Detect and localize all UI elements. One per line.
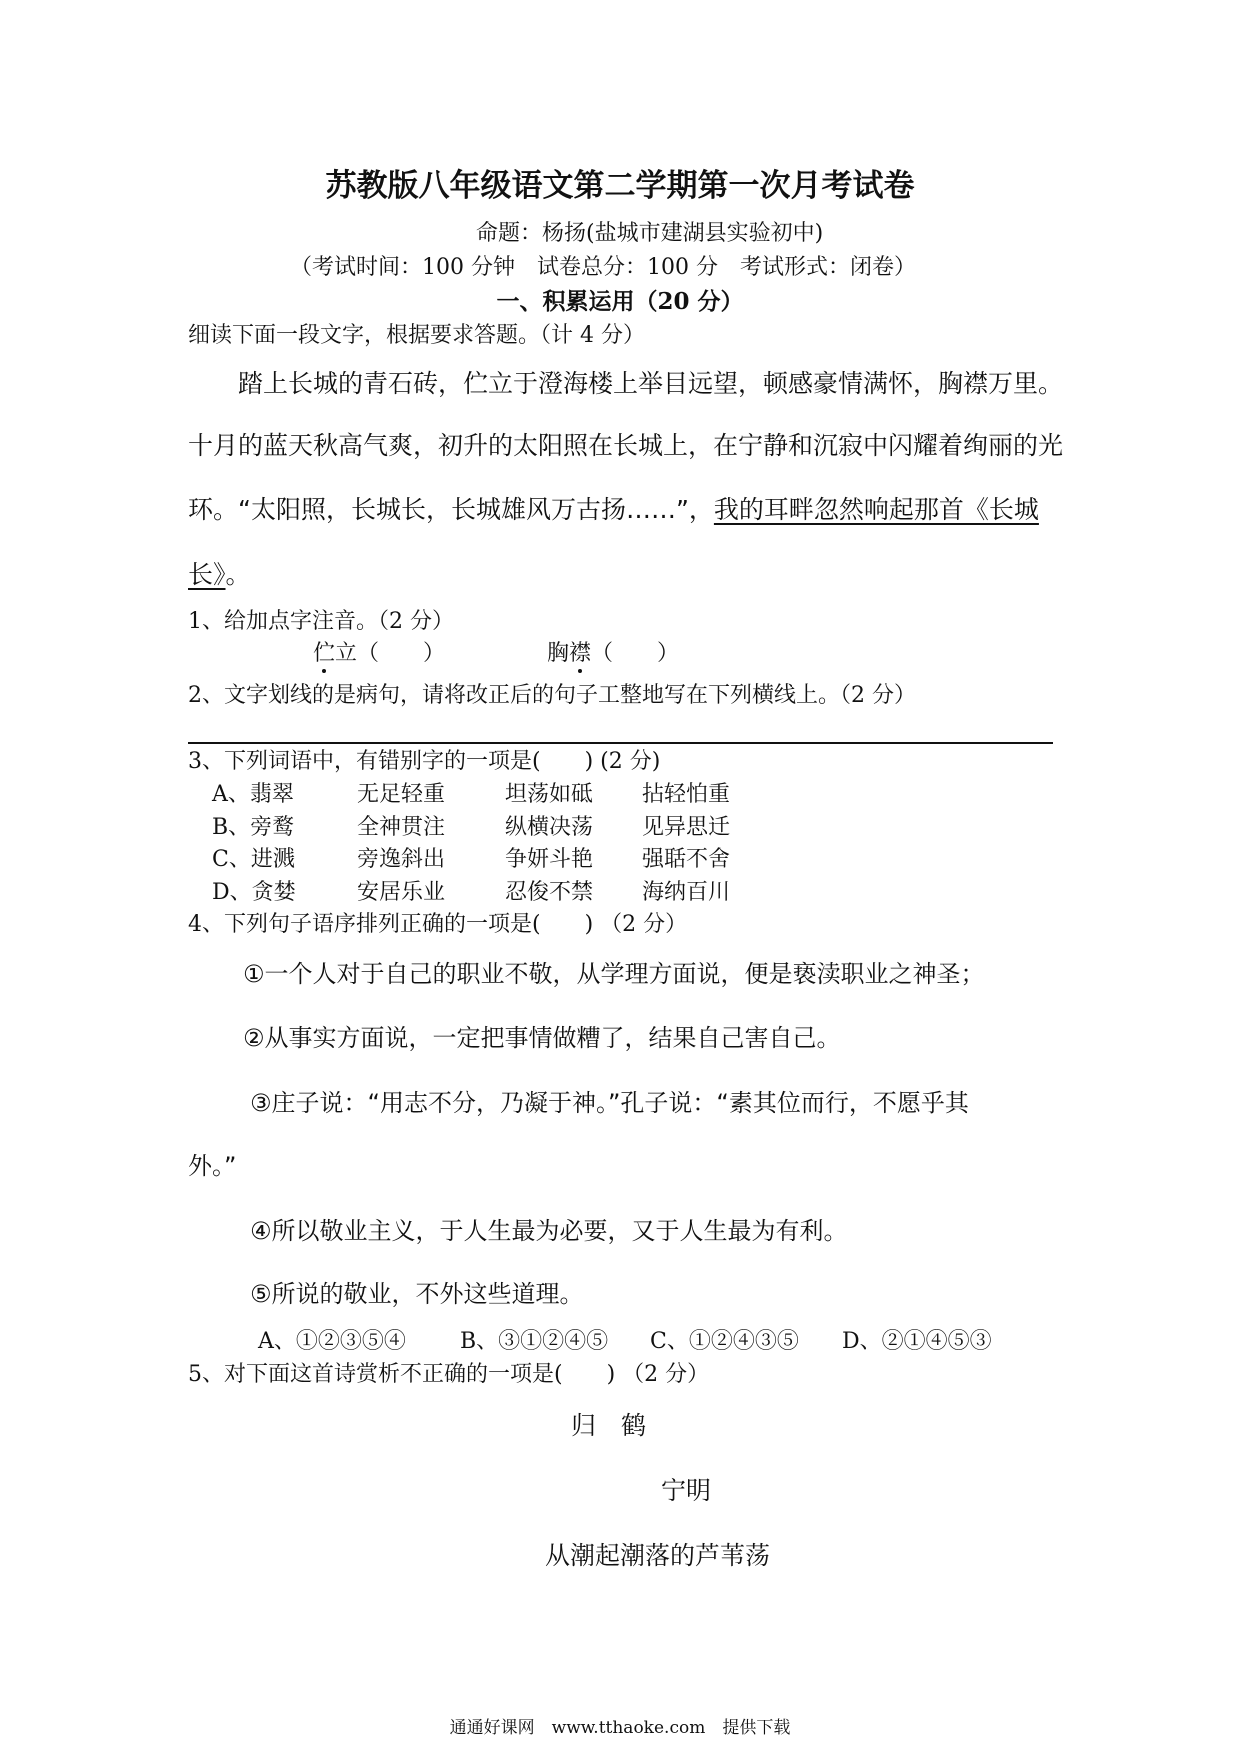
q3-option-d-1: D、贪婪 — [212, 880, 296, 905]
q3-option-a-2: 无足轻重 — [357, 782, 446, 807]
exam-author: 命题：杨扬(盐城市建湖县实验初中) — [476, 221, 824, 246]
exam-info: （考试时间：100 分钟 试卷总分：100 分 考试形式：闭卷） — [290, 255, 916, 280]
q4-sentence-3-end: 外。” — [188, 1152, 237, 1180]
passage-line-2: 十月的蓝天秋高气爽，初升的太阳照在长城上，在宁静和沉寂中闪耀着绚丽的光 — [188, 431, 1064, 460]
question-2: 2、文字划线的是病句，请将改正后的句子工整地写在下列横线上。（2 分） — [188, 683, 916, 708]
q1-word-1 — [313, 636, 445, 667]
q3-option-b-2: 全神贯注 — [357, 815, 446, 840]
q4-sentence-5: ⑤所说的敬业，不外这些道理。 — [250, 1280, 584, 1308]
q4-sentence-4: ④所以敬业主义，于人生最为必要，又于人生最为有利。 — [250, 1217, 848, 1245]
q4-sentence-3: ③庄子说：“用志不分，乃凝于神。”孔子说：“素其位而行，不愿乎其 — [250, 1089, 969, 1117]
question-4: 4、下列句子语序排列正确的一项是( ) （2 分） — [188, 912, 688, 937]
passage-line-3-plain: 环。“太阳照，长城长，长城雄风万古扬……”， — [188, 495, 714, 524]
q4-choice-c: C、①②④③⑤ — [650, 1329, 799, 1354]
passage-line-4 — [188, 555, 251, 591]
q4-sentence-2: ②从事实方面说，一定把事情做糟了，结果自己害自己。 — [243, 1024, 841, 1052]
poem-title: 归 鹤 — [571, 1411, 647, 1440]
passage-underlined-end: 长》 — [188, 560, 226, 589]
q1-word-2-rest: （ ） — [591, 641, 680, 666]
q1-word-2-first: 胸 — [547, 641, 570, 666]
passage-line-3 — [188, 490, 1039, 526]
q3-option-d-4: 海纳百川 — [642, 880, 731, 905]
question-3: 3、下列词语中，有错别字的一项是( ) (2 分) — [188, 749, 661, 774]
q3-option-c-3: 争妍斗艳 — [505, 847, 594, 872]
q3-option-b-3: 纵横决荡 — [505, 815, 594, 840]
q4-sentence-1: ①一个人对于自己的职业不敬，从学理方面说，便是亵渎职业之神圣； — [243, 960, 985, 988]
passage-underlined-sentence: 我的耳畔忽然响起那首《长城 — [713, 495, 1039, 524]
question-1: 1、给加点字注音。（2 分） — [188, 609, 454, 634]
passage-line-4-end: 。 — [225, 560, 251, 589]
q3-option-c-2: 旁逸斜出 — [357, 847, 446, 872]
page-footer: 通通好课网 www.tthaoke.com 提供下载 — [449, 1718, 791, 1738]
poem-author: 宁明 — [661, 1476, 712, 1505]
q1-word-2 — [547, 636, 679, 667]
exam-title: 苏教版八年级语文第二学期第一次月考试卷 — [325, 168, 915, 204]
q4-choice-a: A、①②③⑤④ — [258, 1329, 406, 1354]
q1-dotted-char-2: 襟 — [569, 636, 591, 667]
q3-option-a-3: 坦荡如砥 — [505, 782, 594, 807]
q3-option-c-1: C、进溅 — [212, 847, 295, 872]
passage-line-1: 踏上长城的青石砖，伫立于澄海楼上举目远望，顿感豪情满怀，胸襟万里。 — [238, 369, 1064, 398]
q4-choice-d: D、②①④⑤③ — [842, 1329, 992, 1354]
question-5: 5、对下面这首诗赏析不正确的一项是( ) （2 分） — [188, 1362, 710, 1387]
q1-word-1-rest: 立（ ） — [335, 641, 446, 666]
q4-choice-b: B、③①②④⑤ — [460, 1329, 609, 1354]
section-heading: 一、积累运用（20 分） — [496, 288, 744, 315]
q1-dotted-char-1: 伫 — [313, 636, 335, 667]
q3-option-a-4: 拈轻怕重 — [642, 782, 731, 807]
q3-option-a-1: A、翡翠 — [212, 782, 294, 807]
q3-option-b-4: 见异思迁 — [642, 815, 731, 840]
q3-option-d-2: 安居乐业 — [357, 880, 446, 905]
poem-line-1: 从潮起潮落的芦苇荡 — [545, 1541, 771, 1570]
q3-option-c-4: 强聒不舍 — [642, 847, 731, 872]
q3-option-d-3: 忍俊不禁 — [505, 880, 594, 905]
instruction-text: 细读下面一段文字，根据要求答题。（计 4 分） — [188, 323, 645, 348]
q3-option-b-1: B、旁鹜 — [212, 815, 295, 840]
